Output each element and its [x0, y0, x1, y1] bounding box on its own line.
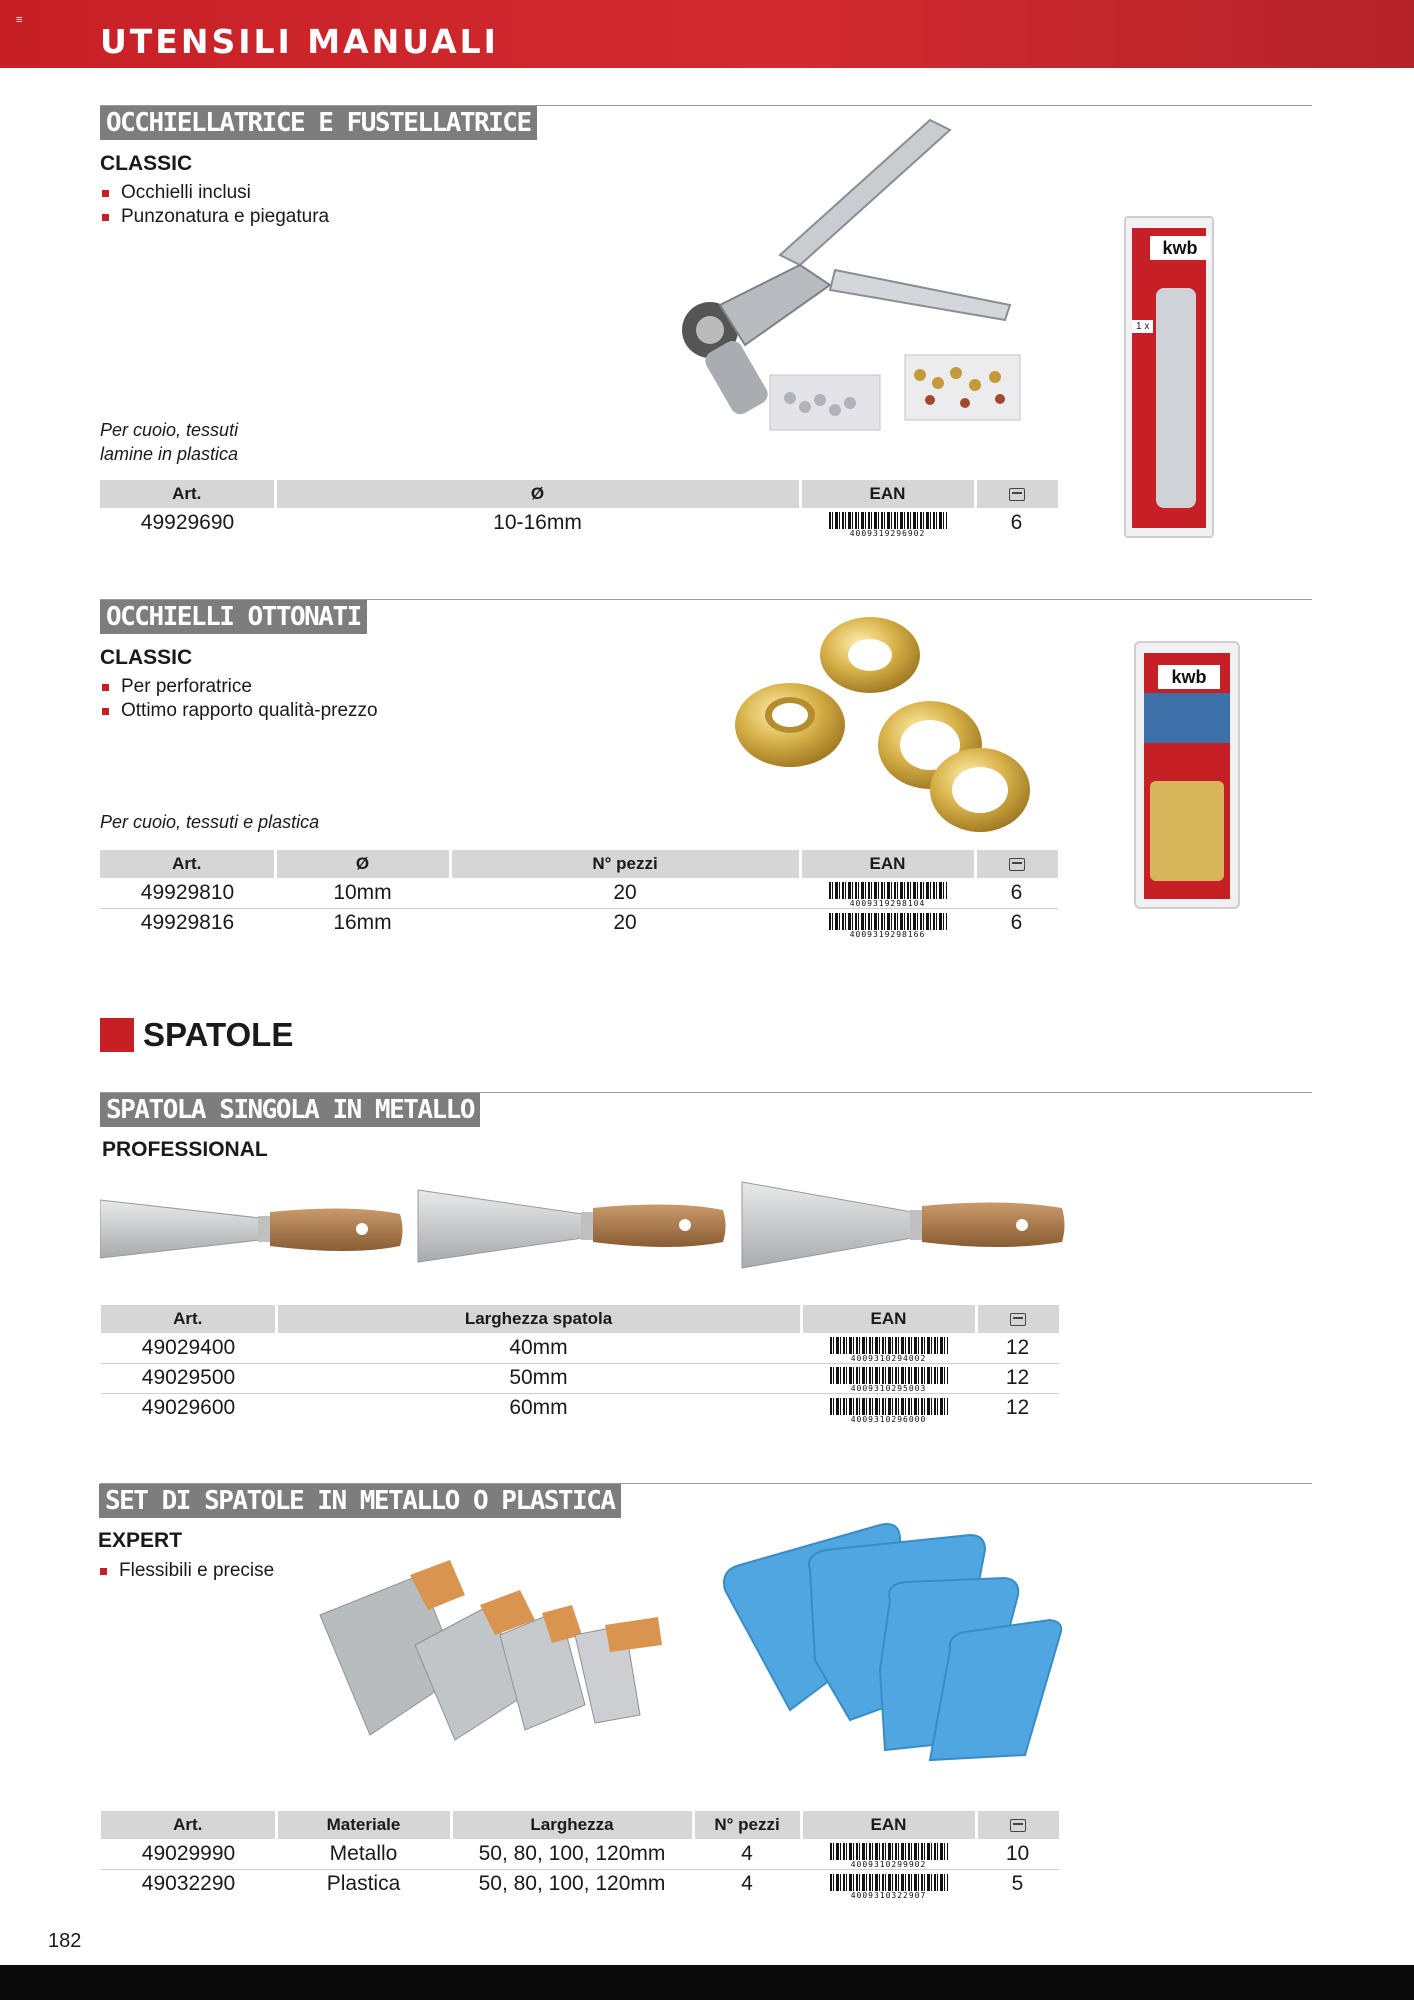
package-image-occhielli — [1134, 641, 1240, 909]
column-header: Art. — [100, 480, 275, 508]
spec-table-spatola-singola — [101, 1305, 1059, 1423]
barcode: 4009310322907 — [830, 1874, 948, 1896]
spec-table-occhielli — [100, 850, 1058, 938]
column-header: EAN — [800, 480, 975, 508]
plastic-spatula-set-image — [720, 1510, 1065, 1780]
column-header: Art. — [101, 1811, 276, 1839]
category-marker — [100, 1018, 134, 1052]
table-row: 49929690 10-16mm 4009319296902 6 — [140, 511, 1023, 539]
feature-item: Ottimo rapporto qualità-prezzo — [100, 699, 378, 723]
table-row: 49929816 16mm 20 4009319298166 6 — [140, 911, 1023, 939]
table-row: 49032290 Plastica 50, 80, 100, 120mm 4 4009310322907 5 — [141, 1872, 1024, 1900]
barcode: 4009310294002 — [830, 1337, 948, 1359]
barcode: 4009310299902 — [830, 1843, 948, 1865]
package-quantity-icon — [1009, 488, 1025, 501]
table-row: 49029400 40mm 4009310294002 12 — [101, 1333, 1059, 1363]
brand-logo: kwb — [1158, 665, 1220, 689]
product-line-classic: CLASSIC — [100, 152, 193, 175]
column-header: EAN — [801, 1305, 976, 1333]
feature-item: Punzonatura e piegatura — [100, 205, 329, 229]
package-quantity-icon — [1010, 1819, 1026, 1832]
section-title-set-spatole: SET DI SPATOLE IN METALLO O PLASTICA — [99, 1484, 621, 1518]
column-header: Art. — [100, 850, 275, 878]
column-header: EAN — [800, 850, 975, 878]
barcode: 4009319296902 — [829, 512, 947, 534]
column-header — [976, 1305, 1059, 1333]
putty-knives-image — [100, 1180, 1070, 1280]
table-row: 49029600 60mm 4009310296000 12 — [141, 1396, 1030, 1424]
product-line-expert: EXPERT — [98, 1529, 183, 1552]
spec-table-occhiellatrice — [100, 480, 1058, 538]
spec-table-set-spatole — [101, 1811, 1059, 1899]
usage-note: Per cuoio, tessuti lamine in plastica — [100, 420, 239, 464]
product-line-professional: PROFESSIONAL — [102, 1138, 268, 1161]
barcode: 4009310295003 — [830, 1367, 948, 1389]
barcode: 4009310296000 — [830, 1398, 948, 1420]
column-header — [976, 1811, 1059, 1839]
feature-list — [100, 181, 329, 229]
column-header: Ø — [275, 850, 450, 878]
menu-icon[interactable]: ≡ — [16, 14, 23, 26]
section-title-spatola-singola: SPATOLA SINGOLA IN METALLO — [100, 1093, 480, 1127]
column-header: Larghezza — [451, 1811, 693, 1839]
brass-eyelets-image — [720, 615, 1040, 835]
column-header: Art. — [101, 1305, 276, 1333]
column-header — [975, 480, 1058, 508]
package-image-occhiellatrice: kwb 1 x — [1124, 216, 1214, 538]
package-quantity-icon — [1009, 858, 1025, 871]
column-header: Materiale — [276, 1811, 451, 1839]
brand-logo: kwb — [1150, 236, 1210, 260]
column-header: Larghezza spatola — [276, 1305, 801, 1333]
section-title-occhiellatrice: OCCHIELLATRICE E FUSTELLATRICE — [100, 106, 537, 140]
page-title: UTENSILI MANUALI — [100, 22, 499, 61]
table-row: 49929810 10mm 20 4009319298104 6 — [100, 878, 1058, 908]
barcode: 4009319298104 — [829, 882, 947, 904]
product-line-classic: CLASSIC — [100, 646, 193, 669]
table-row: 49029990 Metallo 50, 80, 100, 120mm 4 4009310299902 10 — [101, 1839, 1059, 1869]
usage-note: Per cuoio, tessuti e plastica — [100, 812, 320, 832]
feature-list — [100, 675, 378, 723]
table-row: 49029500 50mm 4009310295003 12 — [101, 1363, 1059, 1393]
category-title: SPATOLE — [143, 1016, 294, 1053]
footer-bar — [0, 1965, 1414, 2000]
column-header: N° pezzi — [450, 850, 800, 878]
feature-item: Occhielli inclusi — [100, 181, 329, 205]
feature-item: Flessibili e precise — [98, 1559, 274, 1583]
column-header: EAN — [801, 1811, 976, 1839]
metal-spatula-set-image — [310, 1555, 670, 1745]
header-bar — [0, 0, 1414, 68]
punch-plier-image — [620, 115, 1040, 435]
feature-item: Per perforatrice — [100, 675, 378, 699]
column-header — [975, 850, 1058, 878]
section-title-occhielli: OCCHIELLI OTTONATI — [100, 600, 367, 634]
feature-list — [98, 1559, 274, 1583]
column-header: Ø — [275, 480, 800, 508]
barcode: 4009319298166 — [829, 913, 947, 935]
page-number: 182 — [48, 1930, 82, 1952]
package-quantity-icon — [1010, 1313, 1026, 1326]
column-header: N° pezzi — [693, 1811, 801, 1839]
